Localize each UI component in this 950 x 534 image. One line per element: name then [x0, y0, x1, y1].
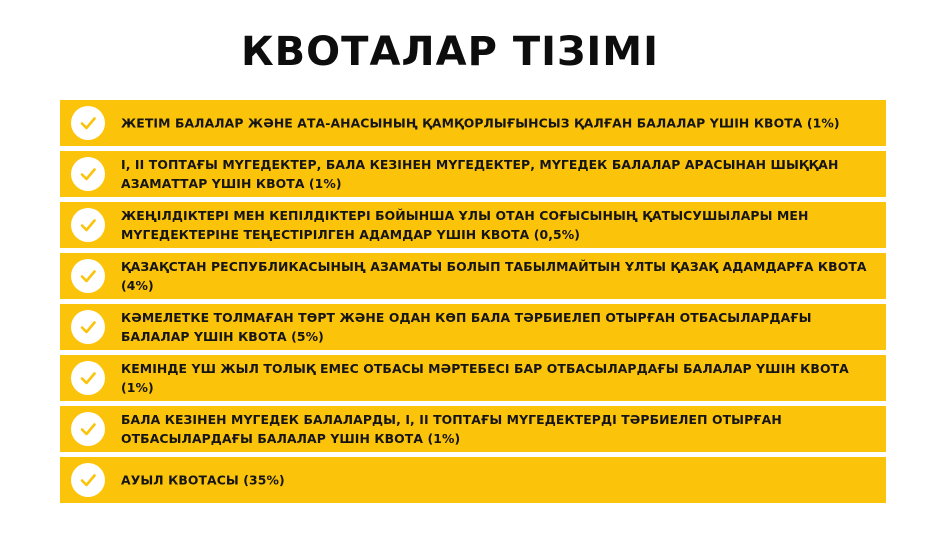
list-item-text: АУЫЛ КВОТАСЫ (35%): [121, 472, 285, 488]
list-item: [60, 253, 886, 299]
check-icon: [71, 259, 105, 293]
list-item-text: I, II ТОПТАҒЫ МҮГЕДЕКТЕР, БАЛА КЕЗІНЕН МҮГЕДЕКТЕР, МҮГЕДЕК БАЛАЛАР АРАСЫНАН ШЫҚҚАН АЗАМАТТАР ҮШІН КВОТА (1%): [121, 157, 839, 191]
check-icon: [71, 157, 105, 191]
list-item: [60, 304, 886, 350]
list-item: [60, 406, 886, 452]
quota-list: [60, 100, 886, 508]
list-item-text: ЖЕТІМ БАЛАЛАР ЖӘНЕ АТА-АНАСЫНЫҢ ҚАМҚОРЛЫҒЫНСЫЗ ҚАЛҒАН БАЛАЛАР ҮШІН КВОТА (1%): [121, 115, 840, 131]
check-icon: [71, 412, 105, 446]
page-title: КВОТАЛАР ТІЗІМІ: [240, 29, 659, 75]
list-item-text: КЕМІНДЕ ҮШ ЖЫЛ ТОЛЫҚ ЕМЕС ОТБАСЫ МӘРТЕБЕСІ БАР ОТБАСЫЛАРДАҒЫ БАЛАЛАР ҮШІН КВОТА (1%): [121, 361, 849, 395]
list-item-text: БАЛА КЕЗІНЕН МҮГЕДЕК БАЛАЛАРДЫ, I, II ТОПТАҒЫ МҮГЕДЕКТЕРДІ ТӘРБИЕЛЕП ОТЫРҒАН ОТБАСЫЛАРДАҒЫ БАЛАЛАР ҮШІН КВОТА (1%): [121, 412, 782, 446]
list-item: [60, 151, 886, 197]
check-icon: [71, 208, 105, 242]
list-item: [60, 355, 886, 401]
list-item-text: КӘМЕЛЕТКЕ ТОЛМАҒАН ТӨРТ ЖӘНЕ ОДАН КӨП БАЛА ТӘРБИЕЛЕП ОТЫРҒАН ОТБАСЫЛАРДАҒЫ БАЛАЛАР ҮШІН КВОТА (5%): [121, 310, 812, 344]
list-item-text: ЖЕҢІЛДІКТЕРІ МЕН КЕПІЛДІКТЕРІ БОЙЫНША ҰЛЫ ОТАН СОҒЫСЫНЫҢ ҚАТЫСУШЫЛАРЫ МЕН МҮГЕДЕКТЕРІНЕ ТЕҢЕСТІРІЛГЕН АДАМДАР ҮШІН КВОТА (0,5%): [121, 208, 809, 242]
check-icon: [71, 361, 105, 395]
list-item: [60, 202, 886, 248]
list-item: [60, 457, 886, 503]
list-item: [60, 100, 886, 146]
check-icon: [71, 106, 105, 140]
check-icon: [71, 310, 105, 344]
check-icon: [71, 463, 105, 497]
list-item-text: ҚАЗАҚСТАН РЕСПУБЛИКАСЫНЫҢ АЗАМАТЫ БОЛЫП ТАБЫЛМАЙТЫН ҰЛТЫ ҚАЗАҚ АДАМДАРҒА КВОТА (4%): [121, 259, 867, 293]
